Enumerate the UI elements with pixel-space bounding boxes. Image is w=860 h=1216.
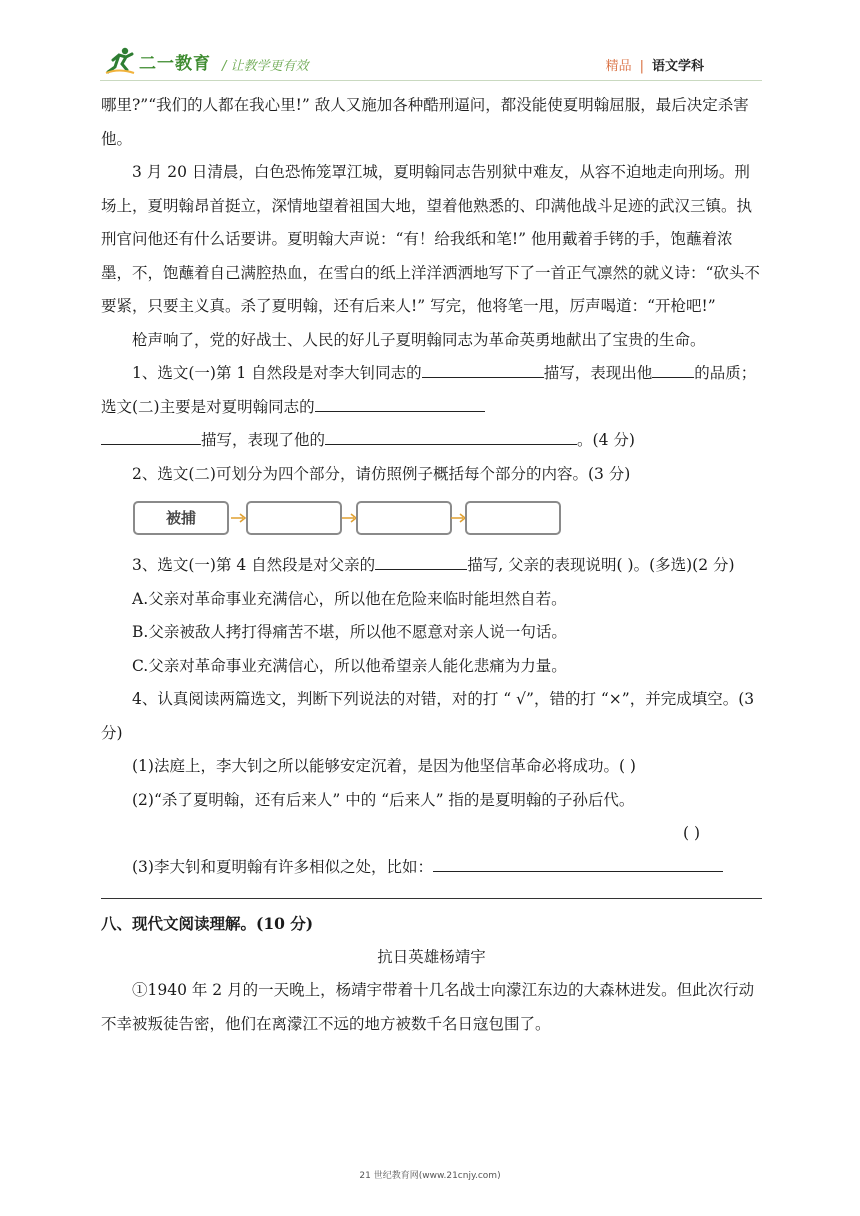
question-4-2: (2)“杀了夏明翰，还有后来人” 中的 “后来人” 指的是夏明翰的子孙后代。 xyxy=(132,790,635,809)
quality-label: 精品 xyxy=(605,59,632,74)
slogan: / 让教学更有效 xyxy=(222,59,309,74)
question-text: 。(4 分) xyxy=(577,431,635,449)
answer-blank[interactable] xyxy=(652,359,694,378)
paragraph: 3 月 20 日清晨，白色恐怖笼罩江城，夏明翰同志告别狱中难友，从容不迫地走向刑场。刑场上，夏明翰昂首挺立，深情地望着祖国大地，望着他熟悉的、印满他战斗足迹的武汉三镇。执刑官问他还有什么话要讲。夏明翰大声说：“有！给我纸和笔!” 他用戴着手铐的手，饱蘸着浓墨，不，饱蘸着自己满腔热血，在雪白的纸上洋洋洒洒地写下了一首正气凛然的就义诗：“砍头不要紧，只要主义真。杀了夏明翰，还有后来人!” 写完，他将笔一甩，厉声喝道：“开枪吧!” xyxy=(101,163,760,315)
answer-blank[interactable] xyxy=(315,393,485,412)
page-footer: 21 世纪教育网(www.21cnjy.com) xyxy=(359,1171,501,1181)
flow-box-2[interactable] xyxy=(246,501,342,535)
section-divider xyxy=(101,898,762,899)
question-text: 1、选文(一)第 1 自然段是对李大钊同志的 xyxy=(132,364,422,382)
paragraph: 枪声响了，党的好战士、人民的好儿子夏明翰同志为革命英勇地献出了宝贵的生命。 xyxy=(132,330,706,349)
question-4-2-paren: ( ) xyxy=(682,824,700,842)
question-1 xyxy=(101,357,762,424)
question-text: (3)李大钊和夏明翰有许多相似之处，比如： xyxy=(132,857,433,876)
question-text: 描写，表现出他 xyxy=(543,364,653,382)
page-header xyxy=(0,0,860,86)
brand-name: 二一教育 xyxy=(139,53,211,74)
question-2: 2、选文(二)可划分为四个部分，请仿照例子概括每个部分的内容。(3 分) xyxy=(132,464,631,483)
question-text: 的品质；选文(二)主要是对夏明翰同志的 xyxy=(101,364,757,416)
answer-blank[interactable] xyxy=(101,426,201,445)
header-right xyxy=(606,55,704,74)
article-title: 抗日英雄杨靖宇 xyxy=(377,947,486,966)
option-a: A.父亲对革命事业充满信心，所以他在危险来临时能坦然自若。 xyxy=(132,589,567,608)
question-text: 3、选文(一)第 4 自然段是对父亲的 xyxy=(132,556,376,574)
answer-blank[interactable] xyxy=(325,426,577,445)
question-4-3 xyxy=(101,851,762,885)
flow-box-1: 被捕 xyxy=(133,501,229,535)
subject-label: 语文学科 xyxy=(651,59,704,74)
question-4-1: (1)法庭上，李大钊之所以能够安定沉着，是因为他坚信革命必将成功。( ) xyxy=(132,757,636,775)
flow-diagram xyxy=(101,491,762,549)
question-1-cont xyxy=(101,424,762,458)
document-body xyxy=(101,89,762,1041)
running-man-logo-icon xyxy=(105,46,135,76)
section-title: 八、现代文阅读理解。(10 分) xyxy=(101,914,314,933)
option-c: C.父亲对革命事业充满信心，所以他希望亲人能化悲痛为力量。 xyxy=(132,656,567,675)
option-b: B.父亲被敌人拷打得痛苦不堪，所以他不愿意对亲人说一句话。 xyxy=(132,623,567,641)
answer-blank[interactable] xyxy=(422,359,544,378)
flow-box-4[interactable] xyxy=(465,501,561,535)
answer-blank[interactable] xyxy=(375,551,467,570)
question-4: 4、认真阅读两篇选文，判断下列说法的对错，对的打 “ √”，错的打 “×”，并完成填空。(3 分) xyxy=(101,690,755,742)
header-separator: | xyxy=(639,59,644,74)
question-3 xyxy=(101,549,762,583)
answer-blank[interactable] xyxy=(433,853,723,872)
header-divider xyxy=(100,80,762,81)
paragraph: ①1940 年 2 月的一天晚上，杨靖宇带着十几名战士向濛江东边的大森林进发。但此次行动不幸被叛徒告密，他们在离濛江不远的地方被数千名日寇包围了。 xyxy=(101,981,755,1033)
question-text: 描写，表现了他的 xyxy=(201,431,326,449)
question-text: 描写, 父亲的表现说明( )。(多选)(2 分) xyxy=(467,556,735,574)
paragraph: 哪里?”“我们的人都在我心里!” 敌人又施加各种酷刑逼问，都没能使夏明翰屈服，最后决定杀害他。 xyxy=(101,96,749,148)
logo xyxy=(105,46,211,76)
flow-box-3[interactable] xyxy=(356,501,452,535)
arrow-right-icon xyxy=(231,513,247,523)
